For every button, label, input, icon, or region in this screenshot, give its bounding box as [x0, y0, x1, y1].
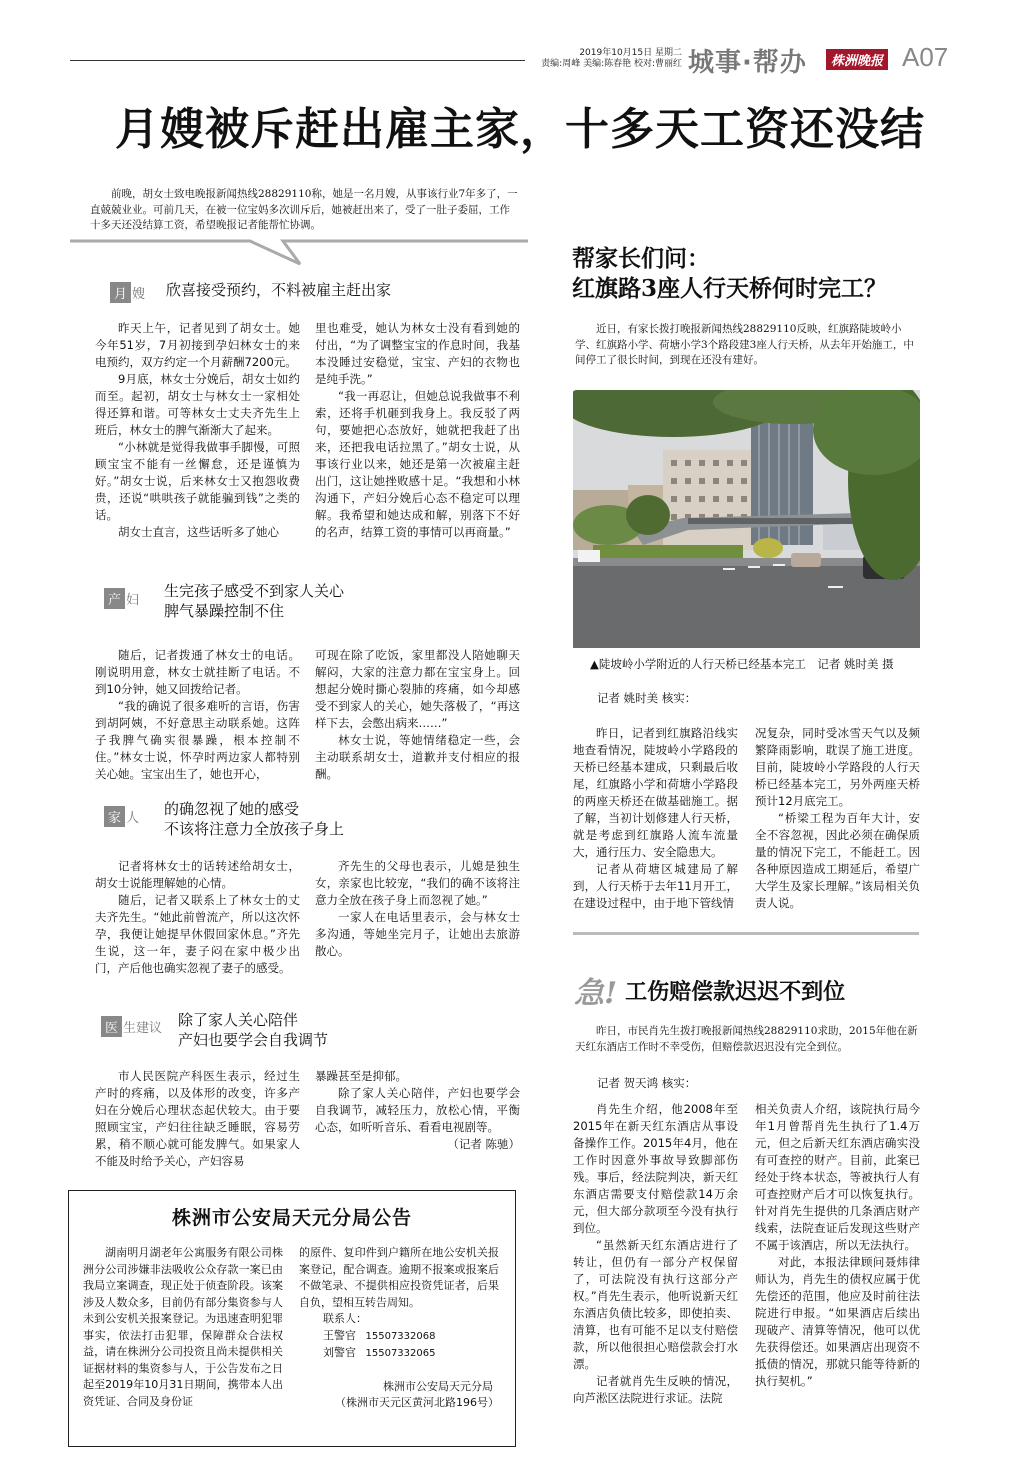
bridge-lead: 近日，有家长拨打晚报新闻热线28829110反映，红旗路陡坡岭小学、红旗路小学、荷塘小学3个路段建3座人行天桥，从去年开始施工，中间停工了很长时间，到现在还没有建好。: [575, 323, 914, 366]
paragraph: 可现在除了吃饭，家里都没人陪她聊天解闷，大家的注意力都在宝宝身上。回想起分娩时撕心裂肺的疼痛，如今却感受不到家人的关心，她失落极了，“再这样下去，会憋出病来……”: [315, 648, 520, 730]
section-name: 城事·帮办: [688, 48, 807, 78]
paragraph: “小林就是觉得我做事手脚慢，可照顾宝宝不能有一丝懈怠，还是谨慎为好。”胡女士说，后来林女士又抱怨收费贵，还说“哄哄孩子就能骗到钱”之类的话。: [95, 440, 300, 522]
tag-box: 家: [104, 806, 125, 827]
tag-box: 月: [110, 282, 131, 303]
paragraph: “虽然新天红东酒店进行了转让，但仍有一部分产权保留了，可法院没有执行这部分产权。”肖先生表示，他听说新天红东酒店负债比较多，即使拍卖、清算，也有可能不足以支付赔偿款，所以他很担心赔偿款会打水漂。: [573, 1238, 738, 1371]
paragraph: 里也难受，她认为林女士没有看到她的付出，“为了调整宝宝的作息时间，我基本没睡过安稳觉，宝宝、产妇的衣物也是纯手洗。”: [315, 321, 520, 386]
paragraph: 林女士说，等她情绪稳定一些，会主动联系胡女士，道歉并支付相应的报酬。: [315, 733, 520, 781]
subhead-line: 不该将注意力全放孩子身上: [164, 820, 345, 838]
paragraph: 随后，记者又联系上了林女士的丈夫齐先生。“她此前曾流产，所以这次怀孕，我便让她提早休假回家休息。”齐先生说，这一年，妻子闷在家中极少出门，产后他也确实忽视了妻子的感受。: [95, 893, 300, 975]
paragraph: 暴躁甚至是抑郁。: [315, 1069, 407, 1083]
tag-text: 嫂: [132, 287, 146, 302]
injury-lead: 昨日，市民肖先生拨打晚报新闻热线28829110求助，2015年他在新天红东酒店工作时不幸受伤，但赔偿款迟迟没有完全到位。: [575, 1025, 918, 1053]
subhead-line: 的确忽视了她的感受: [164, 800, 300, 818]
lead-paragraph: 前晚，胡女士致电晚报新闻热线28829110称，她是一名月嫂，从事该行业7年多了，一直兢兢业业。可前几天，在被一位宝妈多次训斥后，她被赶出来了，受了一肚子委屈，工作十多天还没结算工资，希望晚报记者能帮忙协调。: [90, 188, 518, 231]
notice-address: （株洲市天元区黄河北路196号）: [335, 1396, 499, 1409]
paragraph: 9月底，林女士分娩后，胡女士如约而至。起初，胡女士与林女士一家相处得还算和谐。可等林女士丈夫齐先生上班后，林女士的脾气渐渐大了起来。: [95, 372, 300, 437]
contact-item: [299, 1345, 499, 1363]
page-number: A07: [902, 42, 949, 72]
paragraph: 肖先生介绍，他2008年至2015年在新天红东酒店从事设备操作工作。2015年4月，他在工作时因意外事故导致脚部伤残。事后，经法院判决，新天红东酒店需要支付赔偿款14万余元，但大部分款项至今没有执行到位。: [573, 1102, 738, 1235]
paragraph: 记者就肖先生反映的情况，向芦淞区法院进行求证。法院: [573, 1374, 738, 1405]
paragraph: 除了家人关心陪伴，产妇也要学会自我调节，减轻压力，放松心情，平衡心态，如听听音乐、看看电视剧等。: [315, 1086, 520, 1134]
section-new-mother: [104, 588, 139, 609]
section-moon-nanny: [110, 282, 145, 303]
injury-story-title: 工伤赔偿款迟迟不到位: [625, 978, 846, 1005]
section-tag: [110, 282, 145, 303]
section-tag: [101, 1016, 162, 1037]
paragraph: 随后，记者拨通了林女士的电话。刚说明用意，林女士就挂断了电话。不到10分钟，她又回拨给记者。: [95, 648, 300, 696]
street-photo-illustration: [573, 390, 920, 648]
tag-box: 产: [104, 588, 125, 609]
subhead: [164, 799, 344, 839]
title-line: 帮家长们问：: [572, 245, 710, 272]
injury-story-header: [574, 968, 845, 1012]
section-tag: [104, 806, 139, 827]
paragraph: 齐先生的父母也表示，儿媳是独生女，亲家也比较宠，“我们的确不该将注意力全放在孩子身上而忽视了她。”: [315, 859, 520, 907]
tag-text: 妇: [126, 593, 140, 608]
subhead: [166, 280, 391, 300]
tag-text: 生建议: [123, 1021, 163, 1036]
paragraph: 记者从荷塘区城建局了解到，人行天桥于去年11月开工，在建设过程中，由于地下管线情: [573, 862, 738, 910]
police-notice-box: [68, 1190, 516, 1447]
subhead-line: 除了家人关心陪伴: [178, 1011, 299, 1029]
section-doctor-advice: [101, 1016, 162, 1037]
header-rule: [70, 60, 525, 61]
bridge-photo: [573, 390, 920, 648]
notice-column: [299, 1245, 499, 1412]
article-column: [315, 647, 520, 783]
section-family: [104, 806, 139, 827]
paragraph: 湖南明月湖老年公寓服务有限公司株洲分公司涉嫌非法吸收公众存款一案已由我局立案调查，现正处于侦查阶段。该案涉及人数众多，目前仍有部分集资参与人未到公安机关报案登记。为迅速查明犯罪事实，依法打击犯罪，保障群众合法权益，请在株洲分公司投资且尚未提供相关证据材料的集资参与人，于公告发布之日起至2019年10月31日期间，携带本人出资凭证、合同及身份证: [83, 1246, 283, 1408]
article-column: [95, 647, 300, 783]
main-headline: 月嫂被斥赶出雇主家，十多天工资还没结: [115, 104, 925, 155]
paragraph: 一家人在电话里表示，会与林女士多沟通，等她坐完月子，让她出去旅游散心。: [315, 910, 520, 958]
subhead-line: 欣喜接受预约，不料被雇主赶出家: [166, 281, 392, 299]
contact-name: 王警官: [323, 1328, 356, 1342]
paragraph: “我的确说了很多难听的言语，伤害到胡阿姨，不好意思主动联系她。这阵子我脾气确实很暴躁，根本控制不住。”林女士说，怀孕时两边家人都特别关心她。宝宝出生了，她也开心，: [95, 699, 300, 781]
injury-byline: 记者 贺天鸿 核实：: [597, 1076, 697, 1090]
paragraph: 昨日，记者到红旗路沿线实地查看情况，陡坡岭小学路段的天桥已经基本建成，只剩最后收尾，红旗路小学和荷塘小学路段的两座天桥还在做基础施工。据了解，当初计划修建人行天桥，就是考虑到红旗路人流车流量大，通行压力、安全隐患大。: [573, 726, 738, 859]
editor-credits: 责编:周峰 美编:陈春艳 校对:曹丽红: [541, 59, 682, 69]
subhead-line: 产妇也要学会自我调节: [178, 1031, 329, 1049]
speech-bubble-rule: [70, 238, 528, 268]
paragraph: 对此，本报法律顾问聂炜律师认为，肖先生的债权应属于优先偿还的范围，他应及时前往法院进行申报。“如果酒店后续出现破产、清算等情况，他可以优先获得偿还。如果酒店出现资不抵债的情况，那就只能等待新的执行契机。”: [755, 1255, 920, 1388]
newspaper-logo: 株洲晚报: [826, 49, 888, 70]
paragraph: “我一再忍让，但她总说我做事不利索，还将手机砸到我身上。我反驳了两句，要她把心态放好，她就把我赶了出来，还把我电话拉黑了。”胡女士说，从事该行业以来，她还是第一次被雇主赶出门，这让她挫败感十足。“我想和小林沟通下，产妇分娩后心态不稳定可以理解。我希望和她达成和解，别落下不好的名声，结算工资的事情可以再商量。”: [315, 389, 520, 539]
paragraph: 相关负责人介绍，该院执行局今年1月曾帮肖先生执行了1.4万元，但之后新天红东酒店确实没有可查控的财产。目前，此案已经处于终本状态，等被执行人有可查控财产后才可以恢复执行。针对肖先生提供的几条酒店财产线索，法院查证后发现这些财产不属于该酒店，所以无法执行。: [755, 1102, 920, 1252]
paragraph: “桥梁工程为百年大计，安全不容忽视，因此必须在确保质量的情况下完工，不能赶工。因各种原因造成工期延后，希望广大学生及家长理解。”该局相关负责人说。: [755, 811, 920, 910]
subhead-line: 生完孩子感受不到家人关心: [164, 582, 345, 600]
notice-column: [83, 1245, 283, 1410]
contact-phone: 15507332068: [365, 1330, 436, 1342]
photo-caption: ▲陡坡岭小学附近的人行天桥已经基本完工 记者 姚时美 摄: [590, 657, 894, 671]
article-column: [315, 1068, 520, 1153]
bridge-story-title: [572, 244, 887, 304]
paragraph: 的原件、复印件到户籍所在地公安机关报案登记，配合调查。逾期不报案或报案后不做笔录、不提供相应投资凭证者，后果自负，望相互转告周知。: [299, 1246, 499, 1309]
article-column: [573, 1101, 738, 1407]
paragraph: 记者将林女士的话转述给胡女士，胡女士说能理解她的心情。: [95, 859, 300, 890]
article-column: [95, 1068, 300, 1170]
subhead: [178, 1010, 328, 1050]
article-column: [755, 1101, 920, 1390]
tag-text: 人: [126, 811, 140, 826]
bridge-byline: 记者 姚时美 核实：: [597, 691, 697, 705]
paragraph: 市人民医院产科医生表示，经过生产时的疼痛，以及体形的改变，许多产妇在分娩后心理状态起伏较大。由于要照顾宝宝，产妇往往缺乏睡眠，容易劳累，稍不顺心就可能发脾气。如果家人不能及时给予关心，产妇容易: [95, 1069, 300, 1168]
header-meta: [532, 48, 682, 70]
article-column: [315, 320, 520, 541]
article-column: [755, 725, 920, 912]
title-line: 红旗路3座人行天桥何时完工？: [572, 275, 888, 302]
contact-item: [299, 1328, 499, 1346]
article-column: [95, 320, 300, 541]
contact-phone: 15507332065: [365, 1348, 436, 1359]
paragraph: 胡女士直言，这些话听多了她心: [118, 525, 279, 539]
urgent-mark: 急!: [574, 976, 618, 1011]
paragraph: 况复杂，同时受冰雪天气以及频繁降雨影响，耽误了施工进度。目前，陡坡岭小学路段的人行天桥已经基本完工，另外两座天桥预计12月底完工。: [755, 726, 920, 808]
article-column: [95, 858, 300, 977]
article-column: [315, 858, 520, 960]
paragraph: 昨天上午，记者见到了胡女士。她今年51岁，7月初接到孕妇林女士的来电预约，双方约定一个月薪酬7200元。: [95, 321, 300, 369]
section-tag: [104, 588, 139, 609]
article-column: [573, 725, 738, 912]
tag-box: 医: [101, 1016, 122, 1037]
subhead-line: 脾气暴躁控制不住: [164, 602, 285, 620]
reporter-signature: （记者 陈驰）: [447, 1137, 520, 1151]
subhead: [164, 581, 344, 621]
notice-title: 株洲市公安局天元分局公告: [171, 1207, 412, 1229]
contact-name: 刘警官: [323, 1346, 356, 1359]
contact-label: 联系人：: [323, 1312, 367, 1325]
issue-date: 2019年10月15日 星期二: [579, 48, 682, 58]
story-divider: [573, 932, 919, 935]
notice-issuer: 株洲市公安局天元分局: [383, 1379, 493, 1393]
